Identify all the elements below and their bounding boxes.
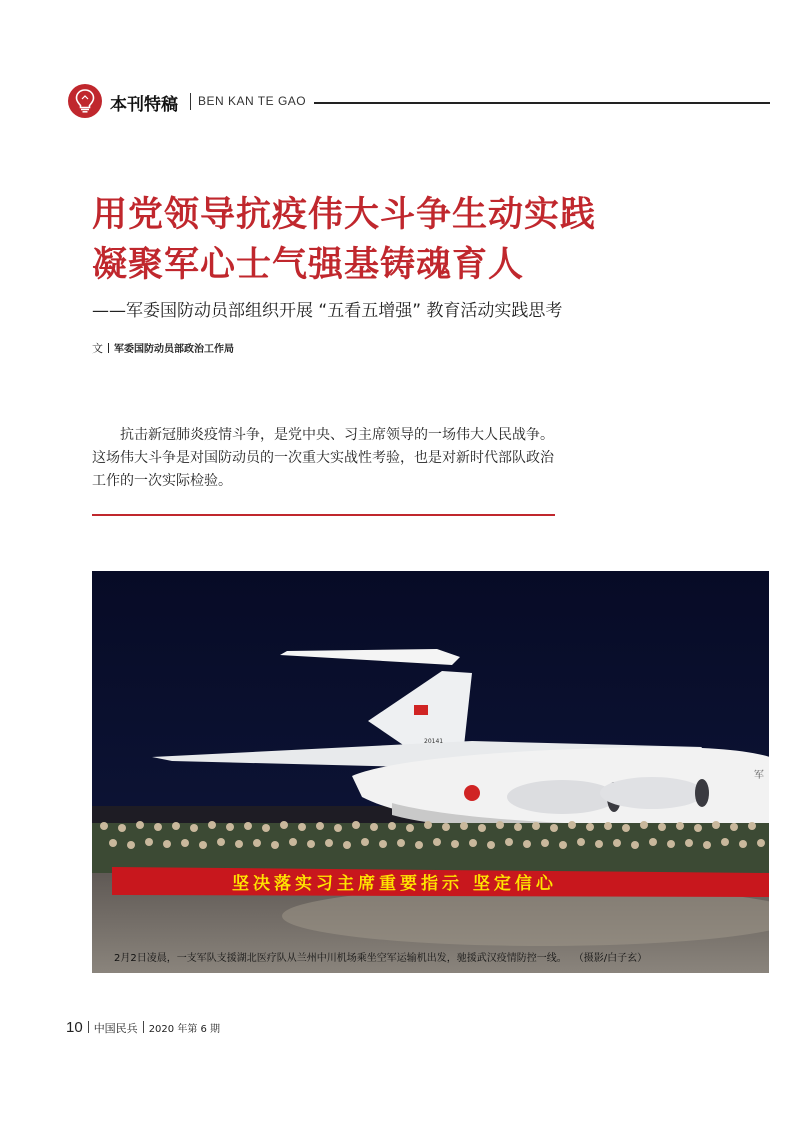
column-divider — [190, 93, 191, 110]
column-header — [68, 84, 770, 120]
lead-rule — [92, 514, 555, 516]
byline — [92, 340, 234, 356]
photo-illustration — [92, 571, 769, 973]
photo-credit: （摄影/白子玄） — [578, 953, 648, 964]
light-bulb-icon — [68, 84, 102, 118]
byline-divider — [108, 343, 109, 353]
title-line-2: 凝聚军心士气强基铸魂育人 — [92, 245, 525, 285]
magazine-name: 中国民兵 — [93, 1022, 138, 1035]
page-footer — [66, 1017, 220, 1036]
tail-number: 20141 — [424, 738, 444, 745]
column-name: 本刊特稿 — [110, 95, 178, 115]
title-line-1: 用党领导抗疫伟大斗争生动实践 — [92, 195, 597, 235]
article-title — [92, 190, 732, 290]
photo-caption — [114, 949, 647, 964]
page-number: 10 — [66, 1019, 83, 1036]
issue-label: 2020 年第 6 期 — [148, 1024, 221, 1035]
article-subtitle: ——军委国防动员部组织开展 “五看五增强” 教育活动实践思考 — [92, 301, 563, 321]
caption-text: 2月2日凌晨，一支军队支援湖北医疗队从兰州中川机场乘坐空军运输机出发，驰援武汉疫情防控一线。 — [114, 953, 567, 964]
byline-prefix: 文 — [92, 342, 103, 355]
fuselage-mark: 军 — [754, 770, 764, 781]
article-photo — [92, 571, 769, 973]
byline-author: 军委国防动员部政治工作局 — [114, 344, 234, 355]
lead-paragraph: 抗击新冠肺炎疫情斗争，是党中央、习主席领导的一场伟大人民战争。这场伟大斗争是对国防动员的一次重大实战性考验，也是对新时代部队政治工作的一次实际检验。 — [92, 427, 554, 489]
column-pinyin: BEN KAN TE GAO — [198, 94, 307, 108]
header-rule — [314, 102, 770, 104]
footer-divider — [143, 1021, 144, 1033]
banner-text: 坚决落实习主席重要指示 坚定信心 — [232, 874, 557, 894]
footer-divider — [88, 1021, 89, 1033]
